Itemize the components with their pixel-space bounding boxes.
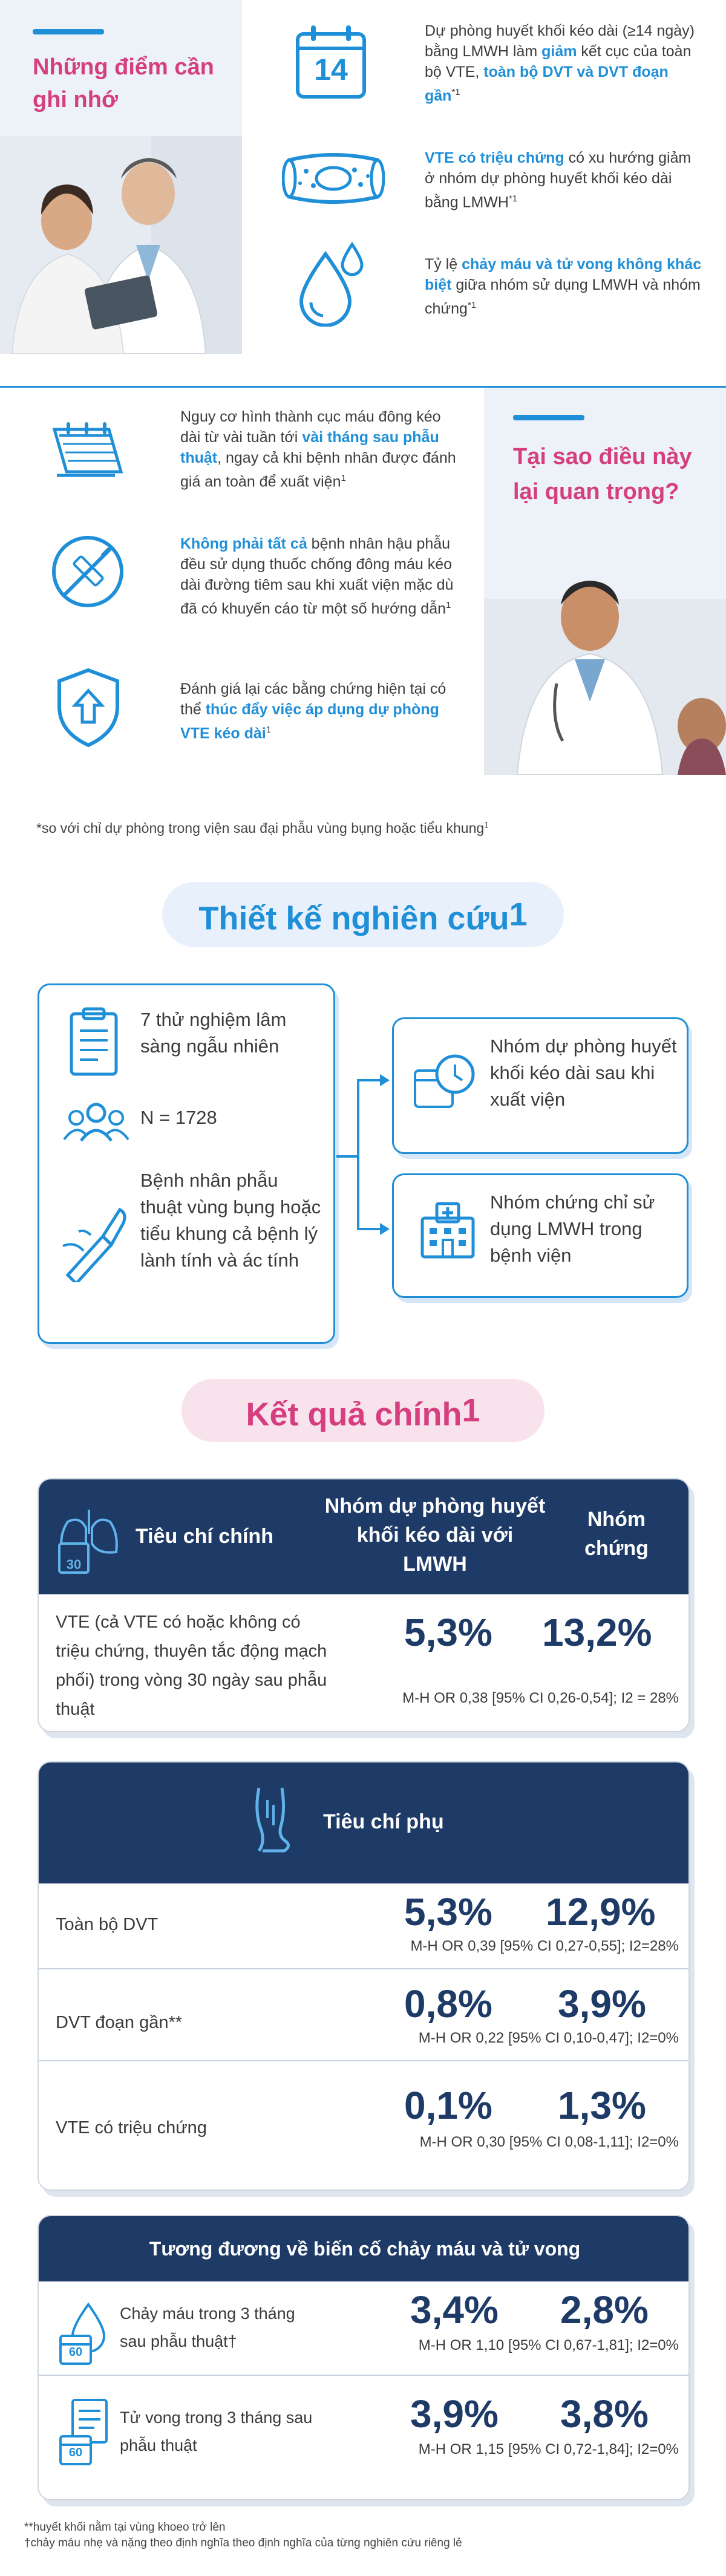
study-design-heading: Thiết kế nghiên cứu1	[162, 882, 564, 947]
secondary-value-extended: 5,3%	[404, 1890, 492, 1934]
bleeding-stat: M-H OR 1,10 [95% CI 0,67-1,81]; I2=0%	[418, 2337, 679, 2353]
group-control-label: Nhóm chứng chỉ sử dụng LMWH trong bệnh viện	[490, 1192, 655, 1266]
mortality-stat: M-H OR 1,15 [95% CI 0,72-1,84]; I2=0%	[418, 2441, 679, 2457]
shield-arrow-icon	[52, 665, 125, 750]
arrow-head	[380, 1074, 390, 1086]
secondary-stat: M-H OR 0,30 [95% CI 0,08-1,11]; I2=0%	[419, 2134, 679, 2150]
footnote-bleeding-definition: †chảy máu nhẹ và nặng theo định nghĩa theo định nghĩa của từng nghiên cứu riêng lẻ	[24, 2537, 462, 2549]
bleeding-value-control: 2,8%	[560, 2288, 649, 2332]
connector-line	[357, 1079, 359, 1230]
secondary-value-control: 12,9%	[546, 1890, 656, 1934]
results-heading: Kết quả chính1	[182, 1379, 544, 1442]
key-point-2: VTE có triệu chứng có xu hướng giảm ở nhóm dự phòng huyết khối kéo dài bằng LMWH$^{*1}$	[425, 149, 692, 211]
secondary-header-label: Tiêu chí phụ	[323, 1810, 444, 1833]
doctor-patient-photo	[0, 136, 242, 354]
secondary-value-control: 3,9%	[558, 1982, 646, 2026]
primary-endpoint-table	[38, 1478, 690, 1732]
population-description: Bệnh nhân phẫu thuật vùng bụng hoặc tiểu khung cả bệnh lý lành tính và ác tính	[140, 1170, 321, 1271]
column-control: Nhóm chứng	[584, 1508, 649, 1560]
secondary-endpoint-table	[38, 1761, 690, 2191]
key-point-3: Tỷ lệ chảy máu và tử vong không khác biệt giữa nhóm sử dụng LMWH và nhóm chứng$^{*1}$	[425, 256, 702, 318]
mortality-value-extended: 3,9%	[410, 2392, 499, 2436]
blood-drop-icon	[290, 242, 369, 327]
key-points-title: Những điểm cần ghi nhớ	[33, 54, 214, 112]
mortality-value-control: 3,8%	[560, 2392, 649, 2436]
doctor-smiling-photo	[484, 544, 726, 775]
calendar-number: 14	[314, 53, 348, 86]
row-divider	[39, 2375, 690, 2376]
primary-value-control: 13,2%	[542, 1611, 652, 1654]
row-divider	[39, 2060, 690, 2061]
primary-stat: M-H OR 0,38 [95% CI 0,26-0,54]; I2 = 28%	[402, 1690, 679, 1706]
connector-line	[336, 1155, 358, 1158]
trials-count: 7 thử nghiệm lâm sàng ngẫu nhiên	[140, 1009, 287, 1057]
bleeding-mortality-table	[38, 2215, 690, 2500]
secondary-row-label: Toàn bộ DVT	[56, 1915, 159, 1934]
why-important-title: Tại sao điều này lại quan trọng?	[513, 444, 692, 504]
arrow-head	[380, 1223, 390, 1235]
key-point-1: Dự phòng huyết khối kéo dài (≥14 ngày) bằng LMWH làm giảm kết cục của toàn bộ VTE, toàn bộ DVT và DVT đoạn gần$^{*1}$	[425, 22, 695, 105]
calendar-clock-icon	[411, 1050, 478, 1117]
accent-bar	[33, 29, 104, 34]
leg-icon	[247, 1783, 301, 1856]
bleeding-value-extended: 3,4%	[410, 2288, 499, 2332]
days-number: 60	[68, 2346, 83, 2359]
secondary-stat: M-H OR 0,22 [95% CI 0,10-0,47]; I2=0%	[418, 2030, 679, 2046]
secondary-row-label: VTE có triệu chứng	[56, 2118, 207, 2137]
no-injection-icon	[48, 532, 127, 611]
mortality-row-label: Tử vong trong 3 tháng sau phẫu thuật	[120, 2408, 313, 2454]
why-point-2: Không phải tất cả bệnh nhân hậu phẫu đều sử dụng thuốc chống đông máu kéo dài đường tiêm sau khi xuất viện mặc dù đã có khuyến cáo từ một số hướng dẫn$^1$	[180, 535, 454, 618]
document-icon	[63, 1006, 123, 1078]
why-point-3: Đánh giá lại các bằng chứng hiện tại có thể thúc đẩy việc áp dụng dự phòng VTE kéo dài$^1$	[180, 680, 446, 742]
primary-value-extended: 5,3%	[404, 1611, 492, 1654]
days-number: 60	[68, 2446, 83, 2459]
scalpel-icon	[60, 1204, 131, 1282]
secondary-stat: M-H OR 0,39 [95% CI 0,27-0,55]; I2=28%	[410, 1938, 679, 1954]
bleeding-header-label: Tương đương về biến cố chảy máu và tử vong	[149, 2238, 581, 2260]
bleeding-row-label: Chảy máu trong 3 tháng sau phẫu thuật†	[120, 2304, 295, 2350]
accent-bar	[513, 415, 584, 420]
people-group-icon	[63, 1101, 129, 1143]
footnote-proximal-dvt: **huyết khối nằm tại vùng khoeo trở lên	[24, 2521, 226, 2534]
days-number: 30	[66, 1557, 82, 1572]
why-point-1: Nguy cơ hình thành cục máu đông kéo dài từ vài tuần tới vài tháng sau phẫu thuật, ngay cả khi bệnh nhân được đánh giá an toàn để xuất viện$^1$	[180, 408, 456, 491]
secondary-value-extended: 0,1%	[404, 2084, 492, 2127]
comparison-footnote: *so với chỉ dự phòng trong viện sau đại phẫu vùng bụng hoặc tiểu khung$^1$	[36, 820, 489, 836]
row-divider	[39, 1968, 690, 1969]
sample-size: N = 1728	[140, 1107, 217, 1128]
column-extended: Nhóm dự phòng huyết khối kéo dài với LMWH	[324, 1495, 546, 1576]
hospital-icon	[417, 1200, 478, 1260]
secondary-row-label: DVT đoạn gần**	[56, 2013, 183, 2032]
blood-vessel-icon	[282, 148, 385, 209]
group-extended-label: Nhóm dự phòng huyết khối kéo dài sau khi xuất viện	[490, 1035, 677, 1110]
primary-row-label: VTE (cả VTE có hoặc không có triệu chứng, thuyên tắc động mạch phổi) trong vòng 30 ngày sau phẫu thuật	[56, 1612, 327, 1719]
calendar-pages-icon	[48, 417, 127, 484]
secondary-value-control: 1,3%	[558, 2084, 646, 2127]
primary-header-label: Tiêu chí chính	[136, 1525, 273, 1548]
secondary-value-extended: 0,8%	[404, 1982, 492, 2026]
